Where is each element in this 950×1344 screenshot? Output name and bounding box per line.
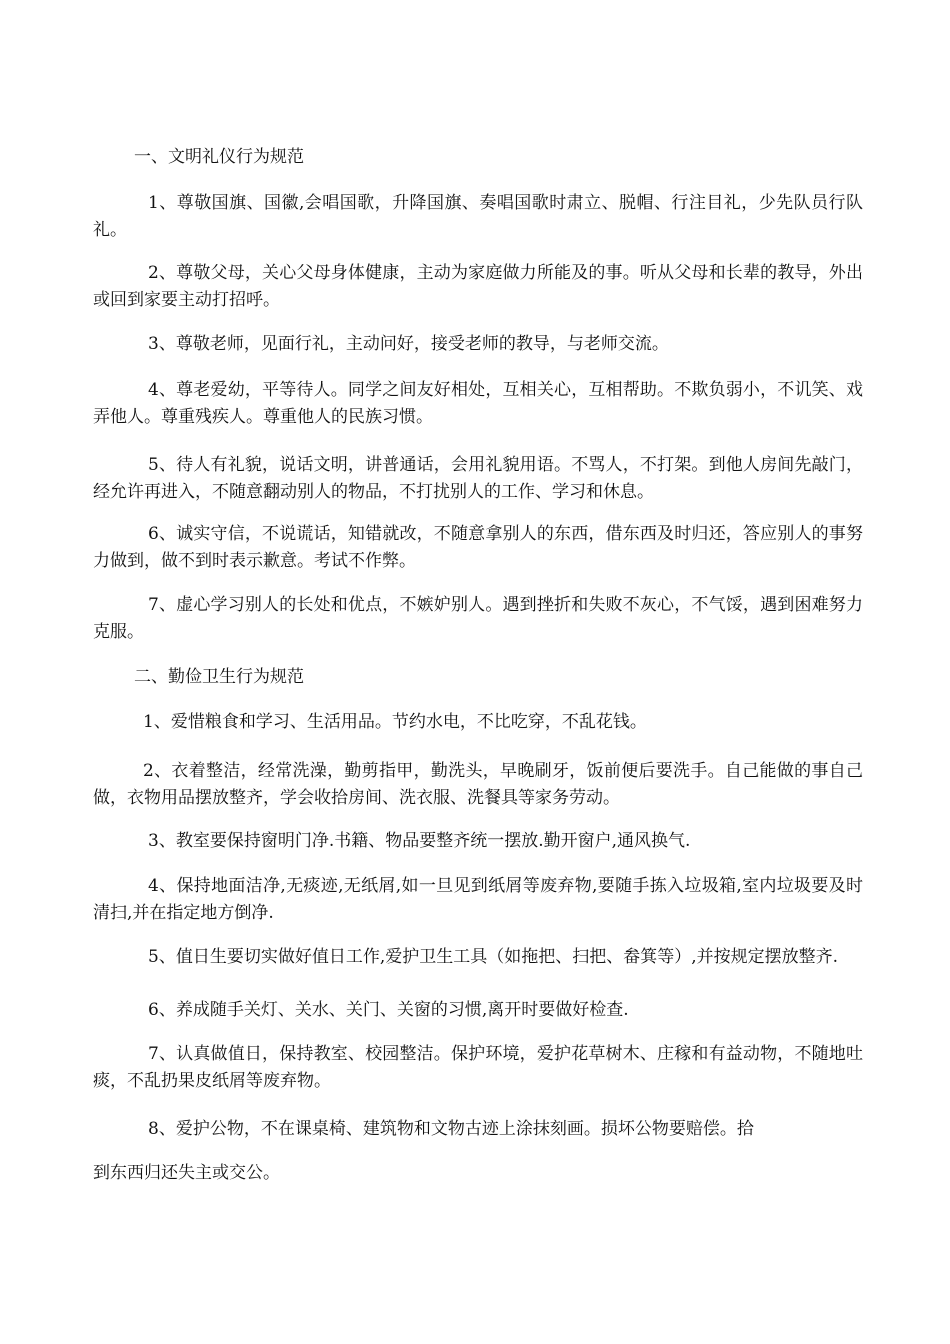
hygiene-item-8: 8、爱护公物，不在课桌椅、建筑物和文物古迹上涂抹刻画。损坏公物要赔偿。拾 — [148, 1119, 754, 1139]
etiquette-item-1: 1、尊敬国旗、国徽,会唱国歌，升降国旗、奏唱国歌时肃立、脱帽、行注目礼，少先队员行队礼。 — [93, 193, 863, 240]
etiquette-item-6: 6、诚实守信，不说谎话，知错就改，不随意拿别人的东西，借东西及时归还，答应别人的事努力做到，做不到时表示歉意。考试不作弊。 — [93, 524, 863, 571]
hygiene-item-4: 4、保持地面洁净,无痰迹,无纸屑,如一旦见到纸屑等废弃物,要随手拣入垃圾箱,室内垃圾要及时清扫,并在指定地方倒净. — [93, 876, 863, 923]
hygiene-item-5: 5、值日生要切实做好值日工作,爱护卫生工具（如拖把、扫把、畚箕等）,并按规定摆放整齐. — [148, 947, 839, 967]
etiquette-item-7: 7、虚心学习别人的长处和优点，不嫉妒别人。遇到挫折和失败不灰心，不气馁，遇到困难努力克服。 — [93, 595, 863, 642]
hygiene-item-8-continued: 到东西归还失主或交公。 — [93, 1163, 280, 1183]
etiquette-item-2: 2、尊敬父母，关心父母身体健康，主动为家庭做力所能及的事。听从父母和长辈的教导，外出或回到家要主动打招呼。 — [93, 263, 863, 310]
etiquette-item-4: 4、尊老爱幼，平等待人。同学之间友好相处，互相关心，互相帮助。不欺负弱小，不讥笑、戏弄他人。尊重残疾人。尊重他人的民族习惯。 — [93, 380, 863, 427]
hygiene-item-2: 2、衣着整洁，经常洗澡，勤剪指甲，勤洗头，早晚刷牙，饭前便后要洗手。自己能做的事自己做，衣物用品摆放整齐，学会收拾房间、洗衣服、洗餐具等家务劳动。 — [93, 761, 863, 808]
hygiene-item-7: 7、认真做值日，保持教室、校园整洁。保护环境，爱护花草树木、庄稼和有益动物，不随地吐痰，不乱扔果皮纸屑等废弃物。 — [93, 1044, 863, 1091]
etiquette-item-5: 5、待人有礼貌，说话文明，讲普通话，会用礼貌用语。不骂人，不打架。到他人房间先敲门，经允许再进入，不随意翻动别人的物品，不打扰别人的工作、学习和休息。 — [93, 455, 863, 502]
hygiene-item-3: 3、教室要保持窗明门净.书籍、物品要整齐统一摆放.勤开窗户,通风换气. — [148, 831, 691, 851]
hygiene-item-1: 1、爱惜粮食和学习、生活用品。节约水电，不比吃穿，不乱花钱。 — [143, 712, 647, 732]
section-heading-hygiene: 二、勤俭卫生行为规范 — [134, 667, 304, 687]
hygiene-item-6: 6、养成随手关灯、关水、关门、关窗的习惯,离开时要做好检查. — [148, 1000, 629, 1020]
etiquette-item-3: 3、尊敬老师，见面行礼，主动问好，接受老师的教导，与老师交流。 — [148, 334, 669, 354]
section-heading-etiquette: 一、文明礼仪行为规范 — [134, 147, 304, 167]
